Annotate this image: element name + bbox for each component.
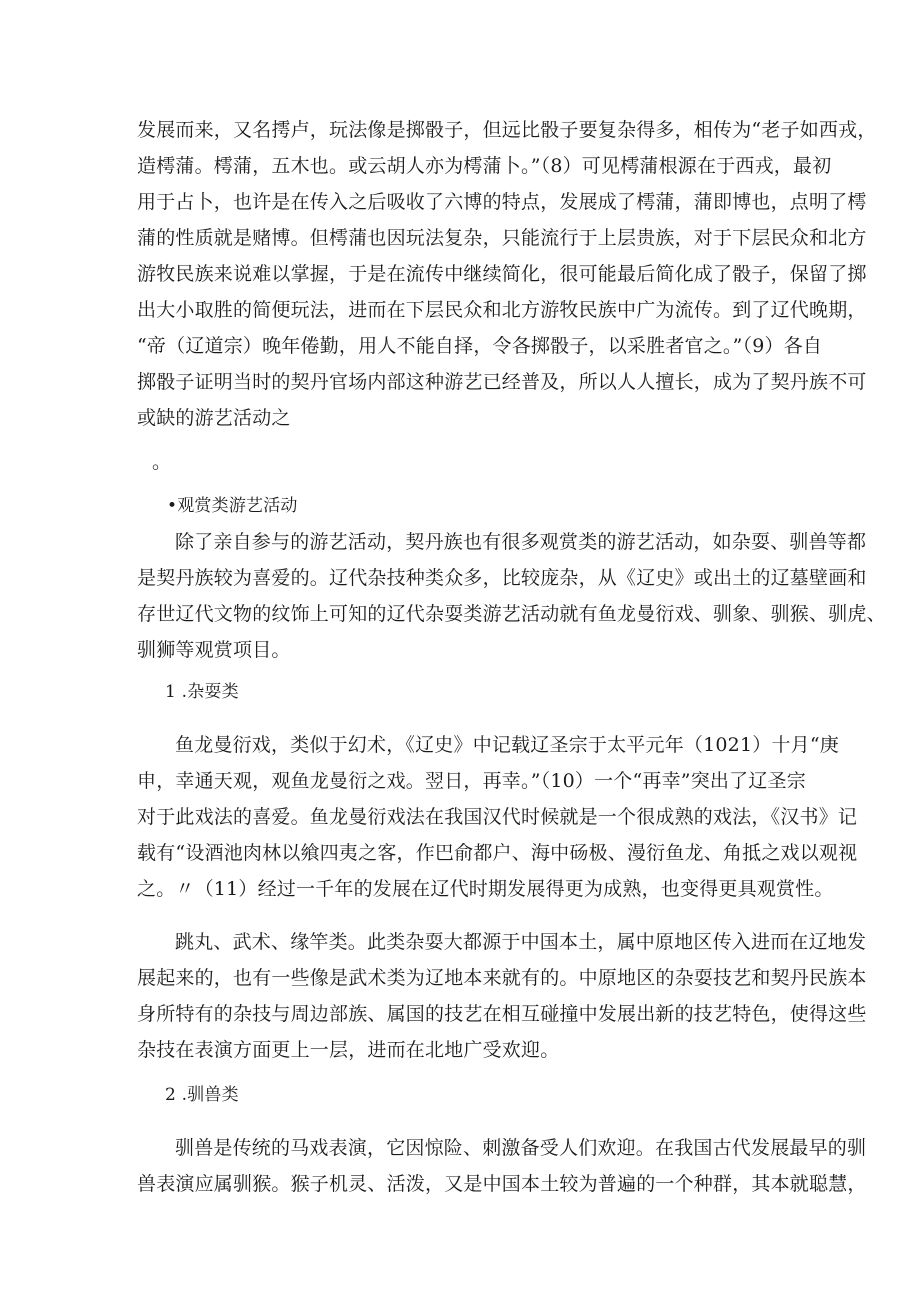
text-line: 杂技在表演方面更上一层，进而在北地广受欢迎。 [137,1039,560,1061]
text-line: 展起来的，也有一些像是武术类为辽地本来就有的。中原地区的杂耍技艺和契丹民族本 [137,967,867,989]
text-line: 驯狮等观赏项目。 [137,639,291,661]
text-line: 鱼龙曼衍戏，类似于幻术，《辽史》中记载辽圣宗于太平元年（1021）十月“庚 [175,734,839,756]
text-line: 存世辽代文物的纹饰上可知的辽代杂耍类游艺活动就有鱼龙曼衍戏、驯象、驯猴、驯虎、 [137,603,886,625]
text-line: 蒲的性质就是赌博。但樗蒲也因玩法复杂，只能流行于上层贵族，对于下层民众和北方 [137,227,867,249]
text-line: 或缺的游艺活动之 [137,407,291,429]
text-line: 兽表演应属驯猴。猴子机灵、活泼，又是中国本土较为普遍的一个种群，其本就聪慧， [137,1173,867,1195]
subsection-heading: 1 .杂耍类 [165,682,239,702]
text-line: 造樗蒲。樗蒲，五木也。或云胡人亦为樗蒲卜。”（8）可见樗蒲根源在于西戎，最初 [137,155,832,177]
text-line: 游牧民族来说难以掌握，于是在流传中继续简化，很可能最后简化成了骰子，保留了掷 [137,263,867,285]
text-line: 。 [152,451,172,473]
subsection-heading: 2 .驯兽类 [165,1085,239,1105]
text-line: 申，幸通天观，观鱼龙曼衍之戏。翌日，再幸。”（10）一个“再幸”突出了辽圣宗 [137,770,806,792]
text-line: “帝（辽道宗）晚年倦勤，用人不能自择，令各掷骰子，以采胜者官之。”（9）各自 [137,335,823,357]
text-line: 载有“设酒池肉林以飨四夷之客，作巴俞都户、海中砀极、漫衍鱼龙、角抵之戏以观视 [137,842,858,864]
text-line: 掷骰子证明当时的契丹官场内部这种游艺已经普及，所以人人擅长，成为了契丹族不可 [137,371,867,393]
text-line: 之。〃（11）经过一千年的发展在辽代时期发展得更为成熟，也变得更具观赏性。 [137,878,834,900]
section-heading: •观赏类游艺活动 [167,496,298,516]
text-line: 跳丸、武术、缘竿类。此类杂耍大都源于中国本土，属中原地区传入进而在辽地发 [175,931,867,953]
text-line: 是契丹族较为喜爱的。辽代杂技种类众多，比较庞杂，从《辽史》或出土的辽墓壁画和 [137,567,867,589]
text-line: 发展而来，又名摴卢，玩法像是掷骰子，但远比骰子要复杂得多，相传为“老子如西戎， [137,119,877,141]
text-line: 身所特有的杂技与周边部族、属国的技艺在相互碰撞中发展出新的技艺特色，使得这些 [137,1003,867,1025]
text-line: 出大小取胜的简便玩法，进而在下层民众和北方游牧民族中广为流传。到了辽代晚期， [137,299,867,321]
text-line: 用于占卜，也许是在传入之后吸收了六博的特点，发展成了樗蒲，蒲即博也，点明了樗 [137,191,867,213]
text-line: 对于此戏法的喜爱。鱼龙曼衍戏法在我国汉代时候就是一个很成熟的戏法，《汉书》记 [137,806,858,828]
text-line: 除了亲自参与的游艺活动，契丹族也有很多观赏类的游艺活动，如杂耍、驯兽等都 [175,531,867,553]
text-line: 驯兽是传统的马戏表演，它因惊险、刺激备受人们欢迎。在我国古代发展最早的驯 [175,1137,867,1159]
